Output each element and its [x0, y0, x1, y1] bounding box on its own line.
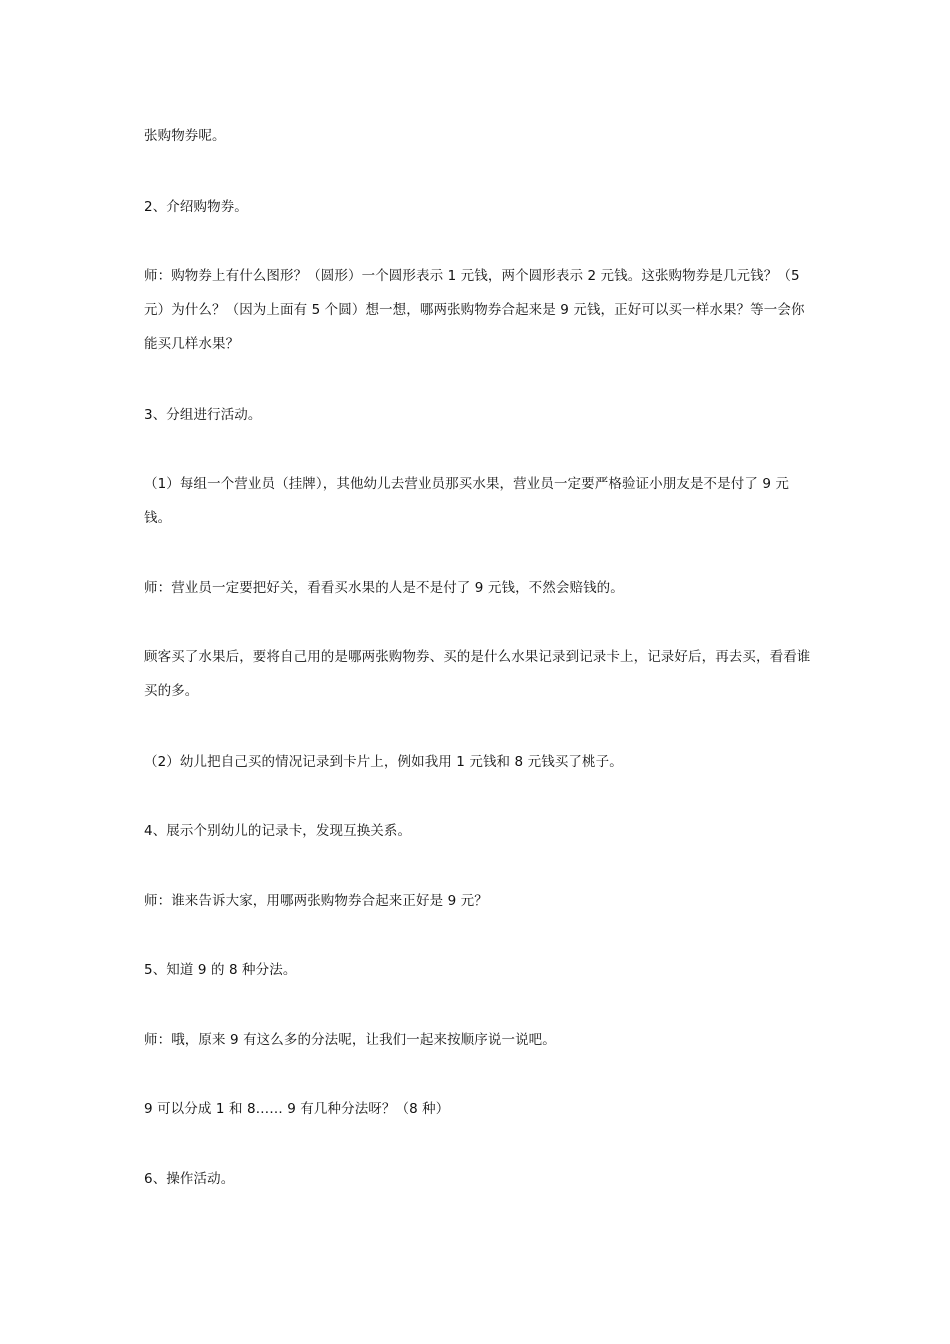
paragraph-6: 师：营业员一定要把好关，看看买水果的人是不是付了 9 元钱，不然会赔钱的。 — [144, 580, 624, 596]
paragraph-7: 顾客买了水果后，要将自己用的是哪两张购物券、买的是什么水果记录到记录卡上，记录好后，再去买，看看谁买的多。 — [144, 649, 811, 699]
paragraph-4-heading: 3、分组进行活动。 — [144, 407, 262, 423]
paragraph-9-heading: 4、展示个别幼儿的记录卡，发现互换关系。 — [144, 823, 412, 839]
paragraph-1: 张购物券呢。 — [144, 128, 226, 144]
paragraph-3: 师：购物券上有什么图形？（圆形）一个圆形表示 1 元钱，两个圆形表示 2 元钱。这张购物券是几元钱？（5 元）为什么？（因为上面有 5 个圆）想一想，哪两张购物券合起来是 9 元钱，正好可以买一样水果？等一会你能买几样水果？ — [144, 268, 805, 352]
paragraph-5: （1）每组一个营业员（挂牌），其他幼儿去营业员那买水果，营业员一定要严格验证小朋友是不是付了 9 元钱。 — [144, 476, 790, 526]
paragraph-13: 9 可以分成 1 和 8…… 9 有几种分法呀？（8 种） — [144, 1101, 450, 1117]
paragraph-10: 师：谁来告诉大家，用哪两张购物券合起来正好是 9 元？ — [144, 893, 488, 909]
paragraph-14-heading: 6、操作活动。 — [144, 1171, 235, 1187]
paragraph-11-heading: 5、知道 9 的 8 种分法。 — [144, 962, 297, 978]
paragraph-8: （2）幼儿把自己买的情况记录到卡片上，例如我用 1 元钱和 8 元钱买了桃子。 — [144, 754, 623, 770]
paragraph-2-heading: 2、介绍购物券。 — [144, 199, 248, 215]
paragraph-12: 师：哦，原来 9 有这么多的分法呢，让我们一起来按顺序说一说吧。 — [144, 1032, 556, 1048]
